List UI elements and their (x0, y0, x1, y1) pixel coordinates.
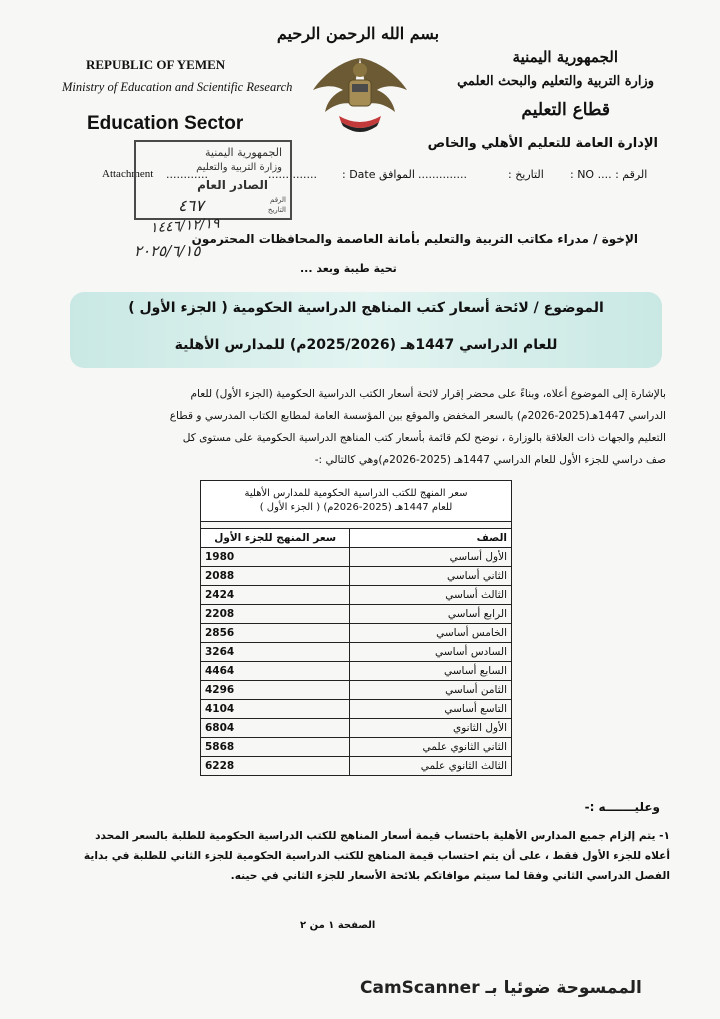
body-line: صف دراسي للجزء الأول للعام الدراسي 1447هـ (2025-2026م)وهي كالتالي :- (314, 454, 666, 466)
grade-cell: الثالث أساسي (350, 586, 512, 605)
table-row (201, 738, 512, 757)
point-1 (40, 826, 670, 886)
date-dots: .............. (268, 168, 317, 181)
grade-cell: الثاني أساسي (350, 567, 512, 586)
table-row (201, 719, 512, 738)
grade-cell: الثاني الثانوي علمي (350, 738, 512, 757)
body-line: التعليم والجهات ذات العلاقة بالوزارة ، نوضح لكم قائمة بأسعار كتب المناهج الدراسية الحكومية على مستوى كل (182, 432, 666, 444)
price-cell: 5868 (201, 738, 350, 757)
grade-cell: الأول أساسي (350, 548, 512, 567)
subject-line2: للعام الدراسي 1447هـ (2025/2026م) للمدارس الأهلية (174, 337, 558, 353)
alayhi-heading: وعليـــــــه :- (584, 800, 660, 814)
grade-cell: الخامس أساسي (350, 624, 512, 643)
sector-ar: قطاع التعليم (521, 100, 610, 120)
greeting: تحية طيبة وبعد ... (300, 262, 397, 275)
table-row (201, 586, 512, 605)
grade-cell: الثالث الثانوي علمي (350, 757, 512, 776)
grade-cell: التاسع أساسي (350, 700, 512, 719)
table-row (201, 662, 512, 681)
price-cell: 2424 (201, 586, 350, 605)
table-row (201, 548, 512, 567)
country-ar: الجمهورية اليمنية (512, 48, 618, 66)
table-row (201, 605, 512, 624)
number-label: الرقم : .... NO : (570, 168, 648, 181)
handwritten-number: ٤٦٧ (178, 196, 204, 215)
grade-cell: الرابع أساسي (350, 605, 512, 624)
table-row (201, 757, 512, 776)
attachment-dots: ............ (166, 168, 208, 181)
table-title (201, 481, 512, 522)
table-row (201, 643, 512, 662)
table-row (201, 567, 512, 586)
price-cell: 3264 (201, 643, 350, 662)
tarikh-dots: .............. (418, 168, 467, 181)
price-cell: 4464 (201, 662, 350, 681)
table-row (201, 700, 512, 719)
price-cell: 4296 (201, 681, 350, 700)
tarikh-label: التاريخ : (508, 168, 544, 181)
price-cell: 4104 (201, 700, 350, 719)
ministry-en: Ministry of Education and Scientific Research (62, 80, 293, 94)
stamp-line3: الصادر العام (197, 178, 268, 192)
body-paragraph (46, 383, 666, 471)
registry-stamp (134, 140, 292, 220)
price-table (200, 480, 512, 776)
price-cell: 2208 (201, 605, 350, 624)
country-en: REPUBLIC OF YEMEN (86, 57, 226, 72)
stamp-line2: وزارة التربية والتعليم (196, 162, 282, 173)
table-row (201, 624, 512, 643)
department-ar: الإدارة العامة للتعليم الأهلي والخاص (427, 136, 658, 151)
basmala: بسم الله الرحمن الرحيم (276, 24, 440, 43)
body-line: الدراسي 1447هـ(2025-2026م) بالسعر المخفض والموقع بين المؤسسة العامة لمطابع الكتاب المدرسي و قطاع (169, 410, 666, 422)
handwritten-date-gregorian: ٢٠٢٥/٦/١٥ (134, 242, 201, 260)
column-header-grade: الصف (350, 529, 512, 548)
table-title-line1: سعر المنهج للكتب الدراسية الحكومية للمدارس الأهلية (244, 488, 468, 499)
column-header-price: سعر المنهج للجزء الأول (201, 529, 350, 548)
ministry-ar: وزارة التربية والتعليم والبحث العلمي (457, 74, 654, 89)
price-cell: 2088 (201, 567, 350, 586)
point-line: الفصل الدراسي الثاني وفقا لما سيتم موافاتكم بلائحة الأسعار للجزء الثاني في حينه. (230, 870, 670, 882)
grade-cell: السابع أساسي (350, 662, 512, 681)
table-title-line2: للعام 1447هـ (2025-2026م) ( الجزء الأول ) (259, 502, 453, 513)
grade-cell: الأول الثانوي (350, 719, 512, 738)
table-row (201, 681, 512, 700)
scanner-footer: الممسوحة ضوئيا بـ CamScanner (360, 978, 642, 998)
price-cell: 1980 (201, 548, 350, 567)
point-line: ١- يتم إلزام جميع المدارس الأهلية باحتساب قيمة أسعار المناهج للكتب الدراسية الحكومية للطلبة بالسعر المحدد (95, 830, 670, 842)
handwritten-date-hijri: ١٤٤٦/١٢/١٩ (149, 215, 221, 237)
body-line: بالإشارة إلى الموضوع أعلاه، وبناءً على محضر إقرار لائحة أسعار الكتب الدراسية الحكومية (الجزء الأول) للعام (190, 388, 666, 400)
subject-line1: الموضوع / لائحة أسعار كتب المناهج الدراسية الحكومية ( الجزء الأول ) (128, 300, 604, 316)
price-cell: 6228 (201, 757, 350, 776)
addressee: الإخوة / مدراء مكاتب التربية والتعليم بأمانة العاصمة والمحافظات المحترمون (191, 232, 638, 246)
page-number: الصفحة ١ من ٢ (300, 920, 376, 931)
grade-cell: السادس أساسي (350, 643, 512, 662)
stamp-line1: الجمهورية اليمنية (204, 146, 282, 159)
point-line: أعلاه للجزء الأول فقط ، على أن يتم احتساب قيمة المناهج للكتب الدراسية الحكومية للجزء الثاني للطلبة في بداية (83, 850, 670, 862)
price-cell: 6804 (201, 719, 350, 738)
stamp-tarikh: التاريخ (267, 206, 286, 214)
price-cell: 2856 (201, 624, 350, 643)
stamp-raqm: الرقم (270, 196, 286, 204)
date-label: الموافق Date : (342, 168, 415, 181)
attachment-label: Attachment (102, 168, 154, 180)
sector-en: Education Sector (87, 113, 244, 134)
grade-cell: الثامن أساسي (350, 681, 512, 700)
